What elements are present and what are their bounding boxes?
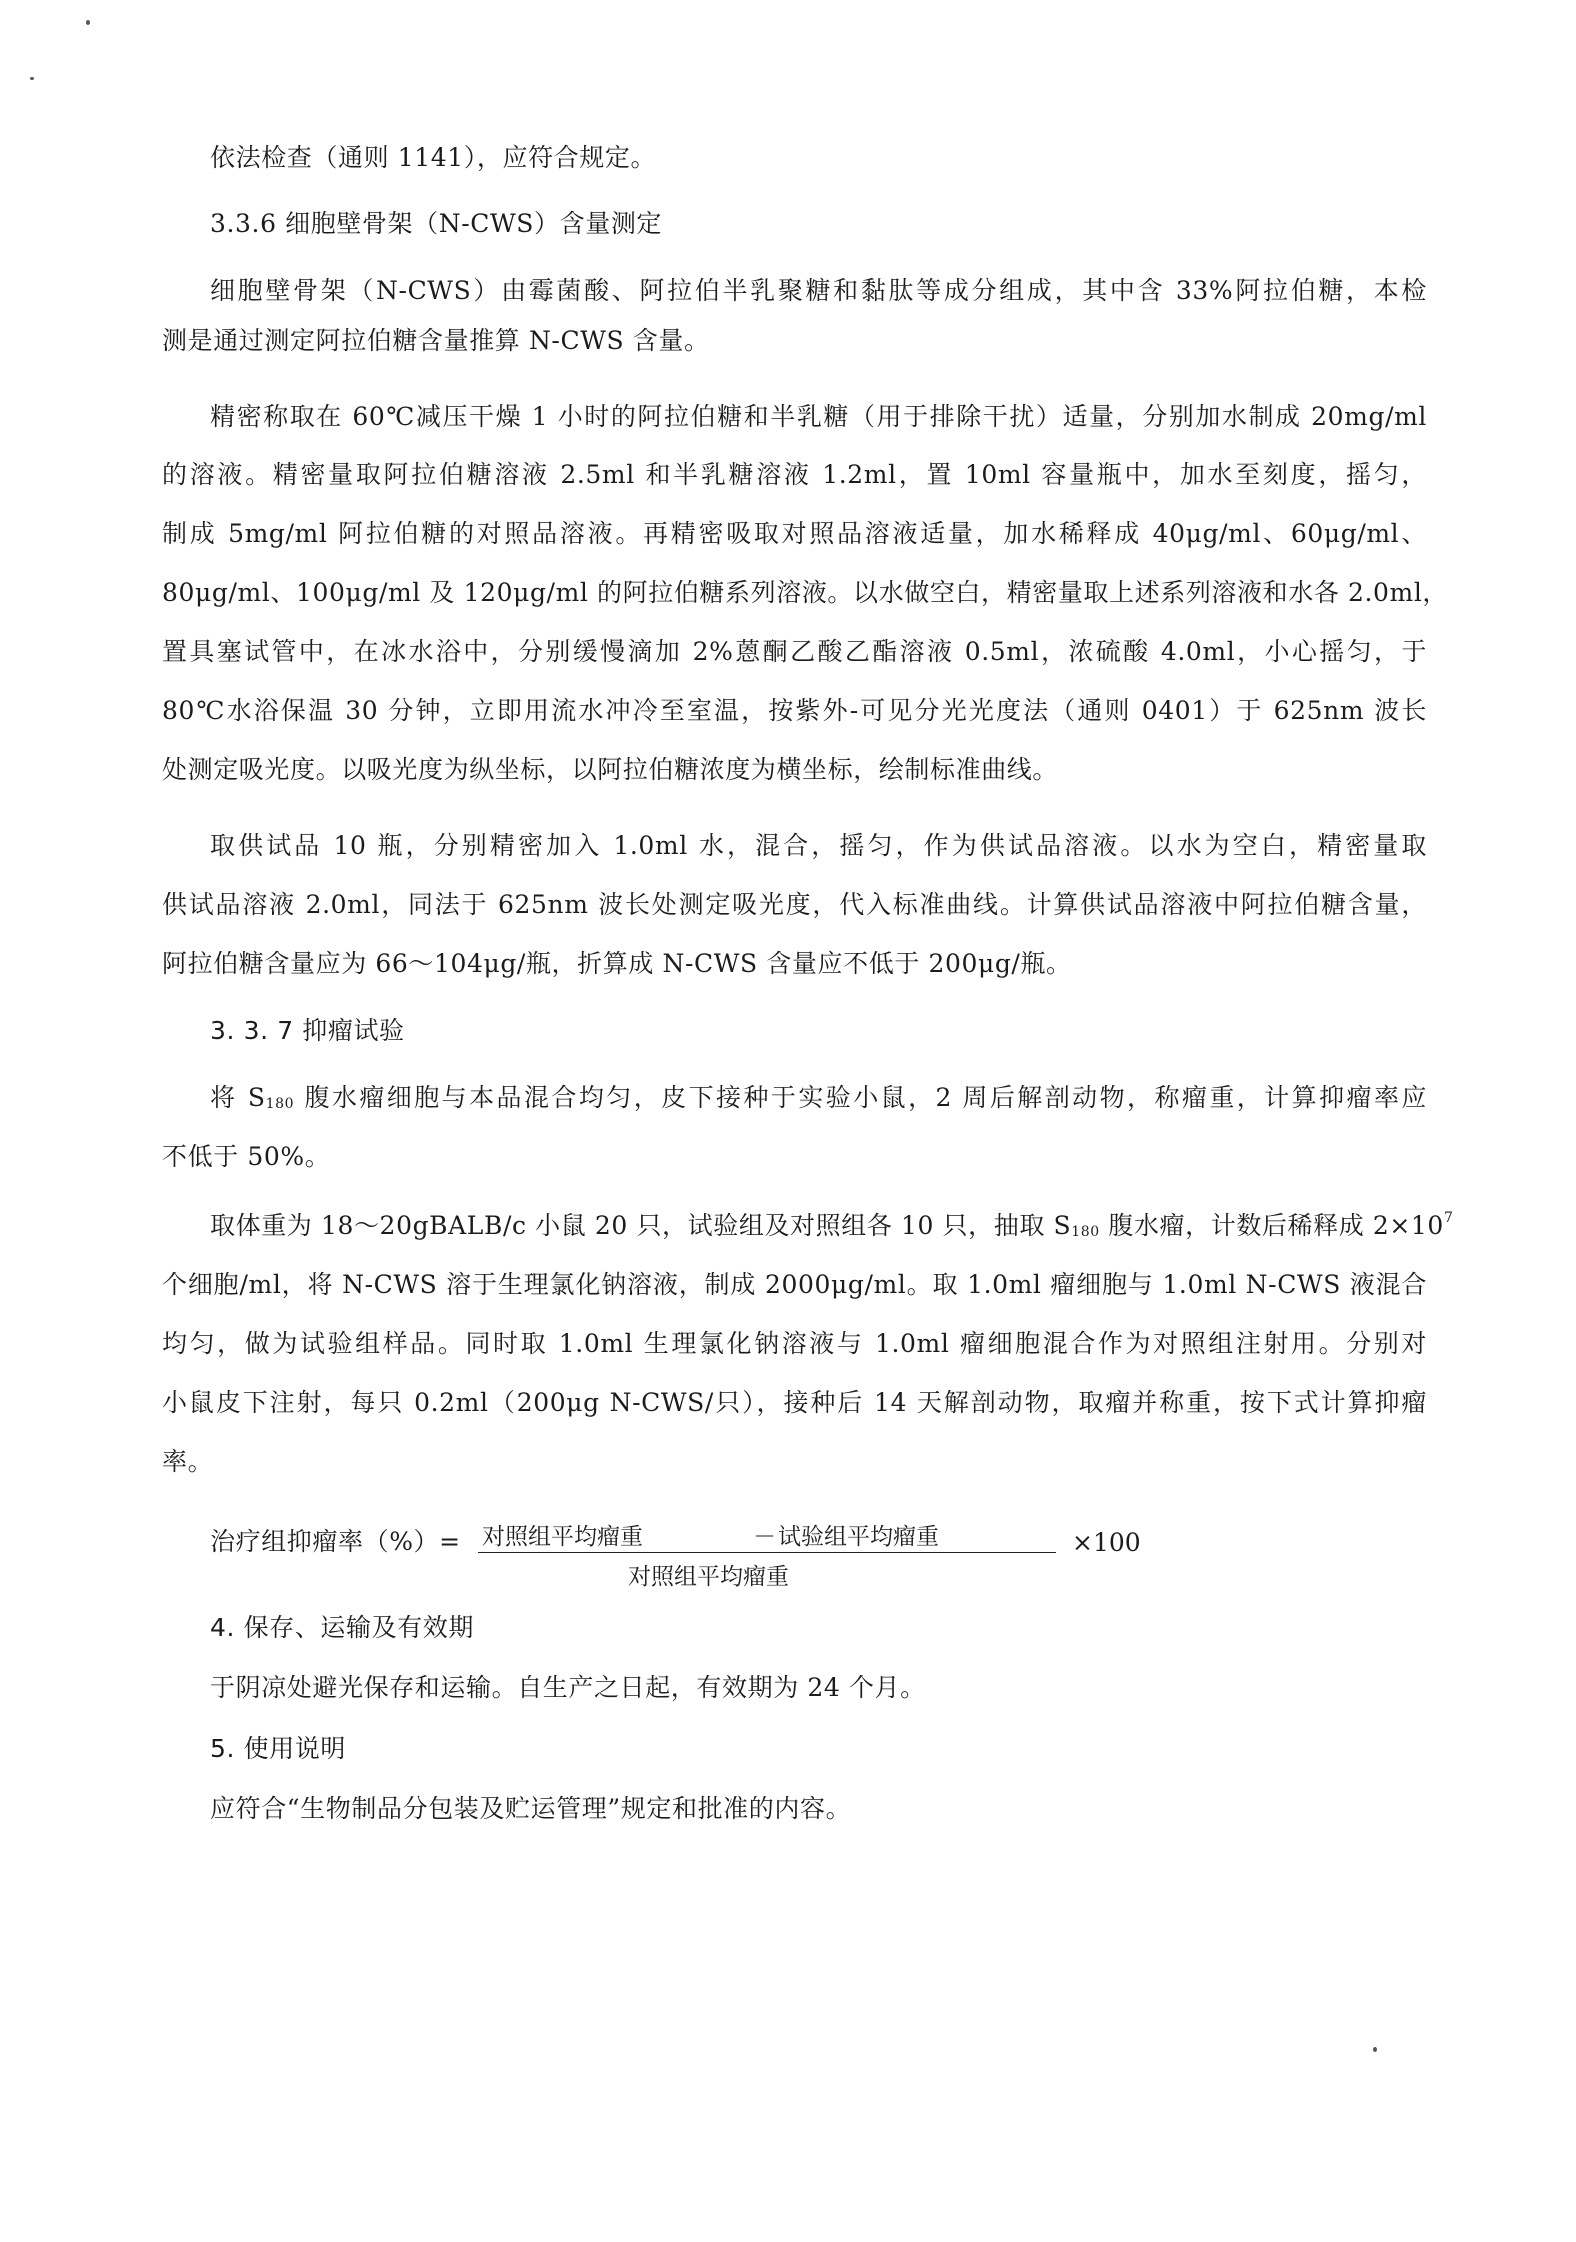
- formula-minus: －: [753, 1524, 776, 1550]
- text-line: 置具塞试管中，在冰水浴中，分别缓慢滴加 2%蒽酮乙酸乙酯溶液 0.5ml，浓硫酸 4.0ml，小心摇匀，于: [162, 637, 1427, 666]
- text-line: 细胞壁骨架（N-CWS）由霉菌酸、阿拉伯半乳聚糖和黏肽等成分组成，其中含 33%阿拉伯糖，本检: [210, 276, 1427, 305]
- text-line: 的溶液。精密量取阿拉伯糖溶液 2.5ml 和半乳糖溶液 1.2ml，置 10ml 容量瓶中，加水至刻度，摇匀，: [162, 460, 1427, 489]
- text-line: [210, 1210, 1454, 1242]
- text-line: 取供试品 10 瓶，分别精密加入 1.0ml 水，混合，摇匀，作为供试品溶液。以水为空白，精密量取: [210, 831, 1427, 860]
- subscript: 180: [1071, 1224, 1100, 1240]
- text-line: 制成 5mg/ml 阿拉伯糖的对照品溶液。再精密吸取对照品溶液适量，加水稀释成 40μg/ml、60μg/ml、: [162, 519, 1427, 548]
- text-line: 率。: [162, 1447, 214, 1476]
- text-line: 阿拉伯糖含量应为 66～104μg/瓶，折算成 N-CWS 含量应不低于 200μg/瓶。: [162, 949, 1072, 978]
- text-line: 供试品溶液 2.0ml，同法于 625nm 波长处测定吸光度，代入标准曲线。计算供试品溶液中阿拉伯糖含量，: [162, 890, 1427, 919]
- text-line: 测是通过测定阿拉伯糖含量推算 N-CWS 含量。: [162, 326, 710, 355]
- formula-multiplier: ×100: [1072, 1528, 1141, 1557]
- text-line: 精密称取在 60℃减压干燥 1 小时的阿拉伯糖和半乳糖（用于排除干扰）适量，分别加水制成 20mg/ml: [210, 402, 1427, 431]
- formula-numerator-test: 试验组平均瘤重: [778, 1524, 939, 1550]
- formula-lhs: 治疗组抑瘤率（%）=: [210, 1527, 461, 1556]
- section-title: 3. 3. 7 抑瘤试验: [210, 1016, 405, 1045]
- text-line: 均匀，做为试验组样品。同时取 1.0ml 生理氯化钠溶液与 1.0ml 瘤细胞混合作为对照组注射用。分别对: [162, 1329, 1427, 1358]
- text-line: 个细胞/ml，将 N-CWS 溶于生理氯化钠溶液，制成 2000μg/ml。取 1.0ml 瘤细胞与 1.0ml N-CWS 液混合: [162, 1270, 1427, 1299]
- text-line: 处测定吸光度。以吸光度为纵坐标，以阿拉伯糖浓度为横坐标，绘制标准曲线。: [162, 755, 1059, 784]
- superscript: 7: [1443, 1210, 1454, 1226]
- inhibition-rate-formula: [210, 1518, 1210, 1598]
- fraction-bar: [478, 1552, 1056, 1553]
- scan-speck: [86, 20, 90, 25]
- text-line: 应符合“生物制品分包装及贮运管理”规定和批准的内容。: [210, 1794, 852, 1823]
- text-span: 腹水瘤细胞与本品混合均匀，皮下接种于实验小鼠，2 周后解剖动物，称瘤重，计算抑瘤率应: [294, 1083, 1428, 1112]
- text-line: 于阴凉处避光保存和运输。自生产之日起，有效期为 24 个月。: [210, 1673, 926, 1702]
- text-line: 依法检查（通则 1141），应符合规定。: [210, 143, 657, 172]
- text-line: 80℃水浴保温 30 分钟，立即用流水冲冷至室温，按紫外-可见分光光度法（通则 0401）于 625nm 波长: [162, 696, 1427, 725]
- text-line: 不低于 50%。: [162, 1142, 331, 1171]
- section-title: 5. 使用说明: [210, 1734, 346, 1763]
- text-span: 取体重为 18～20gBALB/c 小鼠 20 只，试验组及对照组各 10 只，抽取 S: [210, 1211, 1072, 1240]
- scan-speck: [30, 77, 34, 80]
- subscript: 180: [265, 1096, 295, 1112]
- formula-denominator: 对照组平均瘤重: [628, 1564, 789, 1590]
- section-title: 4. 保存、运输及有效期: [210, 1613, 475, 1642]
- text-span: 将 S: [210, 1083, 266, 1112]
- section-title: 3.3.6 细胞壁骨架（N-CWS）含量测定: [210, 209, 663, 238]
- text-span: 腹水瘤，计数后稀释成 2×10: [1099, 1211, 1444, 1240]
- scan-speck: [1373, 2047, 1377, 2052]
- text-line: 80μg/ml、100μg/ml 及 120μg/ml 的阿拉伯糖系列溶液。以水做空白，精密量取上述系列溶液和水各 2.0ml，: [162, 578, 1449, 607]
- formula-numerator-control: 对照组平均瘤重: [482, 1524, 643, 1550]
- text-line: [210, 1082, 1427, 1114]
- text-line: 小鼠皮下注射，每只 0.2ml（200μg N-CWS/只），接种后 14 天解剖动物，取瘤并称重，按下式计算抑瘤: [162, 1388, 1427, 1417]
